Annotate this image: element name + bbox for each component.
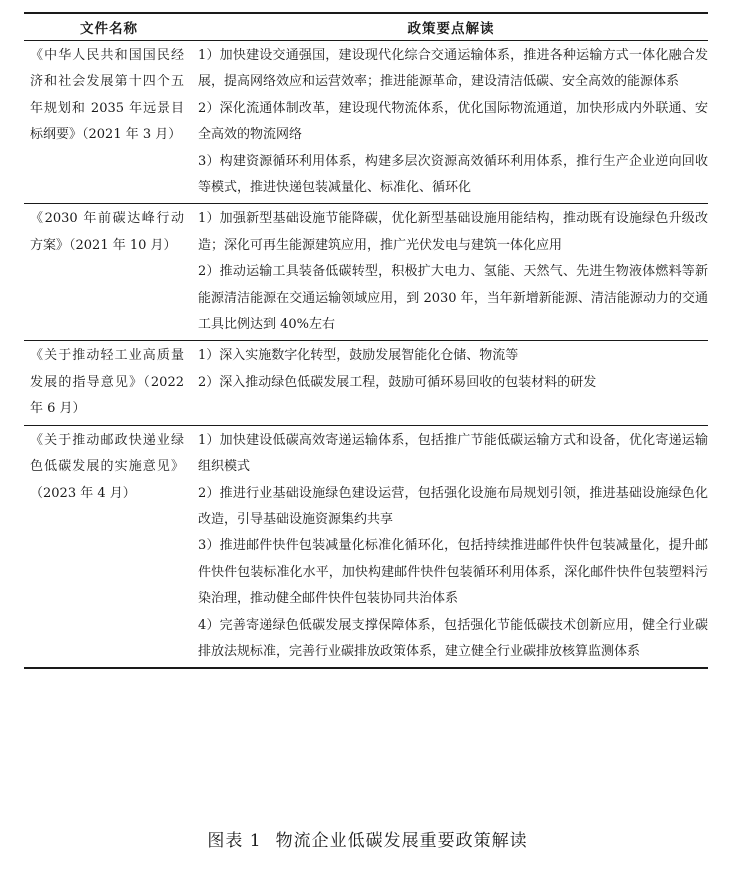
- header-document-name: 文件名称: [24, 13, 194, 41]
- header-policy-points: 政策要点解读: [194, 13, 708, 41]
- policy-point: 1）加快建设交通强国，建设现代化综合交通运输体系，推进各种运输方式一体化融合发展，提高网络效应和运营效率；推进能源革命，建设清洁低碳、安全高效的能源体系: [198, 48, 708, 90]
- policy-points-cell: [194, 41, 708, 204]
- policy-point: 2）深入推动绿色低碳发展工程，鼓励可循环易回收的包装材料的研发: [198, 374, 597, 390]
- policy-point: 4）完善寄递绿色低碳发展支撑保障体系，包括强化节能低碳技术创新应用，健全行业碳排放法规标准，完善行业碳排放政策体系，建立健全行业碳排放核算监测体系: [198, 617, 708, 659]
- document-name-cell: 《2030 年前碳达峰行动方案》（2021 年 10 月）: [30, 211, 184, 253]
- policy-point: 2）深化流通体制改革，建设现代物流体系，优化国际物流通道，加快形成内外联通、安全高效的物流网络: [198, 100, 708, 143]
- policy-point: 3）推进邮件快件包装减量化标准化循环化，包括持续推进邮件快件包装减量化，提升邮件快件包装标准化水平，加快构建邮件快件包装循环利用体系，深化邮件快件包装塑料污染治理，推动健全邮件快件包装协同共治体系: [198, 538, 708, 607]
- table-row: [24, 341, 708, 425]
- policy-table: [24, 12, 708, 669]
- policy-table-container: [24, 12, 708, 669]
- caption-label: 图表 1: [207, 831, 262, 851]
- document-name-cell: 《关于推动邮政快递业绿色低碳发展的实施意见》（2023 年 4 月）: [30, 432, 184, 501]
- policy-point: 2）推动运输工具装备低碳转型，积极扩大电力、氢能、天然气、先进生物液体燃料等新能源清洁能源在交通运输领域应用，到 2030 年，当年新增新能源、清洁能源动力的交通工具比例达到 40%左右: [198, 264, 708, 333]
- table-header-row: [24, 13, 708, 41]
- table-row: [24, 204, 708, 341]
- policy-point: 1）加强新型基础设施节能降碳，优化新型基础设施用能结构，推动既有设施绿色升级改造；深化可再生能源建筑应用，推广光伏发电与建筑一体化应用: [198, 211, 708, 253]
- document-name-cell: 《中华人民共和国国民经济和社会发展第十四个五年规划和 2035 年远景目标纲要》（2021 年 3 月）: [30, 48, 184, 143]
- policy-point: 1）加快建设低碳高效寄递运输体系，包括推广节能低碳运输方式和设备，优化寄递运输组织模式: [198, 432, 708, 475]
- table-caption: [0, 826, 735, 851]
- policy-point: 3）构建资源循环利用体系，构建多层次资源高效循环利用体系，推行生产企业逆向回收等模式，推进快递包装减量化、标准化、循环化: [198, 153, 708, 196]
- policy-point: 2）推进行业基础设施绿色建设运营，包括强化设施布局规划引领，推进基础设施绿色化改造，引导基础设施资源集约共享: [198, 485, 708, 527]
- table-row: [24, 425, 708, 668]
- policy-points-cell: [194, 341, 708, 425]
- policy-points-cell: [194, 204, 708, 341]
- policy-point: 1）深入实施数字化转型，鼓励发展智能化仓储、物流等: [198, 348, 519, 364]
- policy-points-cell: [194, 425, 708, 668]
- document-name-cell: 《关于推动轻工业高质量发展的指导意见》（2022 年 6 月）: [30, 348, 184, 417]
- table-row: [24, 41, 708, 204]
- caption-title: 物流企业低碳发展重要政策解读: [275, 831, 528, 851]
